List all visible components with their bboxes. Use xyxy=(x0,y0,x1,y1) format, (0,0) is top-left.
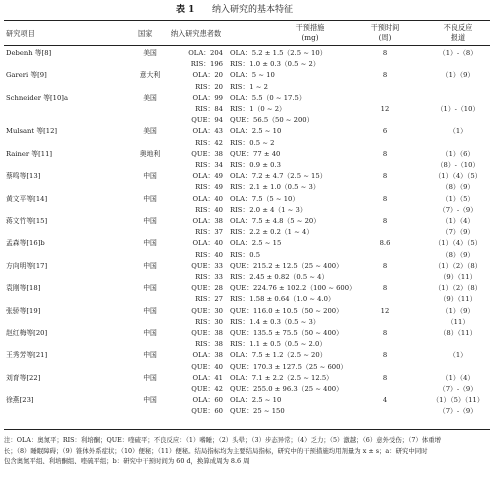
intervention-dose-cell: QUE：56.5（50 ~ 200） xyxy=(230,116,314,125)
study-name-cell: 刘育等[22] xyxy=(6,373,41,382)
table-row xyxy=(0,317,493,328)
table-row xyxy=(0,283,493,294)
duration-weeks-cell: 8 xyxy=(382,284,388,293)
intervention-dose-cell: RIS：1（0 ~ 2） xyxy=(230,105,286,113)
intervention-dose-cell: OLA：2.5 ~ 10 xyxy=(230,396,282,405)
table-number: 表 1 xyxy=(176,5,195,15)
sample-size-cell: OLA：38 xyxy=(192,217,223,225)
sample-size-cell: RIS：33 xyxy=(195,273,223,281)
top-rule xyxy=(4,20,490,21)
header-adverse-events-line2: 报道 xyxy=(450,33,466,42)
table-row xyxy=(0,373,493,384)
bottom-rule xyxy=(4,429,490,430)
table-row xyxy=(0,149,493,160)
country-cell: 中国 xyxy=(143,217,157,225)
study-name-cell: Mulsant 等[12] xyxy=(6,127,58,136)
intervention-dose-cell: OLA：5.5（0 ~ 17.5） xyxy=(230,93,306,102)
sample-size-cell: RIS：27 xyxy=(195,295,223,304)
sample-size-cell: RIS：40 xyxy=(195,250,223,259)
table-row xyxy=(0,126,493,137)
table-title: 纳入研究的基本特征 xyxy=(212,5,294,15)
adverse-events-cell: （8）（11） xyxy=(439,329,477,337)
table-row xyxy=(0,261,493,272)
table-row xyxy=(0,115,493,126)
sample-size-cell: RIS：49 xyxy=(195,183,223,192)
study-name-cell: 赵红梅等[20] xyxy=(6,329,48,337)
adverse-events-cell: （7）-（9） xyxy=(438,407,478,416)
sample-size-cell: OLA：49 xyxy=(192,172,223,181)
study-name-cell: 黄文平等[14] xyxy=(6,194,48,203)
adverse-events-cell: （11） xyxy=(446,317,470,326)
table-note xyxy=(4,435,490,467)
country-cell: 中国 xyxy=(143,329,157,337)
study-name-cell: Rainer 等[11] xyxy=(6,149,53,158)
intervention-dose-cell: OLA：5 ~ 10 xyxy=(230,71,275,80)
intervention-dose-cell: RIS：0.5 ~ 2 xyxy=(230,138,275,147)
sample-size-cell: RIS：37 xyxy=(195,228,223,237)
adverse-events-cell: （1）（5） xyxy=(441,194,475,203)
table-row xyxy=(0,93,493,104)
table-row xyxy=(0,294,493,305)
header-country: 国家 xyxy=(138,29,153,38)
table-row xyxy=(0,205,493,216)
header-adverse-events: 不良反应 xyxy=(443,23,473,32)
country-cell: 美国 xyxy=(143,49,157,57)
duration-weeks-cell: 12 xyxy=(380,105,390,113)
note-line: 注：OLA：奥氮平；RIS：利培酮；QUE：喹硫平；不良反应：（1）嗜睡；（2）头晕；（3）步态异常；（4）乏力；（5）激越；（6）意外受伤；（7）体重增 xyxy=(4,436,441,444)
study-name-cell: Gareri 等[9] xyxy=(6,71,47,80)
country-cell: 中国 xyxy=(143,172,157,181)
intervention-dose-cell: RIS：2.45 ± 0.82（0.5 ~ 4） xyxy=(230,273,329,281)
study-name-cell: 蔡鸣等[13] xyxy=(6,172,41,181)
adverse-events-cell: （1）（4）（5） xyxy=(434,239,482,248)
intervention-dose-cell: OLA：7.1 ± 2.2（2.5 ~ 12.5） xyxy=(230,373,333,382)
duration-weeks-cell: 8 xyxy=(382,49,388,57)
adverse-events-cell: （8）-（10） xyxy=(436,161,480,169)
adverse-events-cell: （1）（6） xyxy=(441,149,475,158)
table-row xyxy=(0,227,493,238)
sample-size-cell: QUE：30 xyxy=(191,306,223,315)
country-cell: 中国 xyxy=(143,351,157,360)
table-row xyxy=(0,362,493,373)
study-name-cell: Debenh 等[8] xyxy=(6,49,52,57)
adverse-events-cell: （1）（4） xyxy=(441,373,475,382)
intervention-dose-cell: RIS：1.4 ± 0.3（0.5 ~ 3） xyxy=(230,317,320,326)
table-row xyxy=(0,328,493,339)
country-cell: 中国 xyxy=(143,373,157,382)
intervention-dose-cell: OLA：2.5 ~ 10 xyxy=(230,127,282,136)
intervention-dose-cell: RIS：1.58 ± 0.64（1.0 ~ 4.0） xyxy=(230,295,335,304)
intervention-dose-cell: QUE：135.5 ± 75.5（50 ~ 400） xyxy=(230,329,343,337)
adverse-events-cell: （7）（9） xyxy=(441,228,475,237)
study-name-cell: 王秀芳等[21] xyxy=(6,351,48,360)
study-name-cell: 方向明等[17] xyxy=(6,261,48,270)
adverse-events-cell: （9）（11） xyxy=(439,295,477,304)
adverse-events-cell: （1）（4） xyxy=(441,217,475,225)
sample-size-cell: OLA：60 xyxy=(192,396,223,405)
header-intervention-unit: (mg) xyxy=(301,33,319,42)
sample-size-cell: RIS：40 xyxy=(195,205,223,214)
country-cell: 中国 xyxy=(143,194,157,203)
intervention-dose-cell: RIS：2.1 ± 1.0（0.5 ~ 3） xyxy=(230,183,320,192)
country-cell: 中国 xyxy=(143,239,157,248)
sample-size-cell: OLA：40 xyxy=(192,239,223,248)
duration-weeks-cell: 6 xyxy=(382,127,388,136)
adverse-events-cell: （8）（9） xyxy=(441,250,475,259)
adverse-events-cell: （1）-（10） xyxy=(436,105,480,113)
duration-weeks-cell: 12 xyxy=(380,306,390,315)
header-intervention: 干预措施 xyxy=(295,23,325,32)
table-row xyxy=(0,406,493,417)
adverse-events-cell: （1）-（8） xyxy=(438,49,478,57)
table-row xyxy=(0,138,493,149)
duration-weeks-cell: 8 xyxy=(382,71,388,80)
table-caption xyxy=(0,4,493,16)
intervention-dose-cell: OLA：7.5（5 ~ 10） xyxy=(230,194,300,203)
study-name-cell: Schneider 等[10]a xyxy=(6,93,68,102)
intervention-dose-cell: OLA：5.2 ± 1.5（2.5 ~ 10） xyxy=(230,49,327,57)
intervention-dose-cell: RIS：1.1 ± 0.5（0.5 ~ 2.0） xyxy=(230,340,327,349)
intervention-dose-cell: OLA：7.5 ± 1.2（2.5 ~ 20） xyxy=(230,351,327,360)
table-row xyxy=(0,238,493,249)
sample-size-cell: QUE：40 xyxy=(191,362,223,371)
table-row xyxy=(0,339,493,350)
intervention-dose-cell: RIS：0.5 xyxy=(230,250,261,259)
intervention-dose-cell: QUE：170.3 ± 127.5（25 ~ 600） xyxy=(230,362,348,371)
sample-size-cell: RIS：196 xyxy=(190,60,223,69)
intervention-dose-cell: QUE：25 ~ 150 xyxy=(230,407,285,416)
table-row xyxy=(0,82,493,93)
study-name-cell: 徐燕[23] xyxy=(6,396,34,405)
table-row xyxy=(0,194,493,205)
country-cell: 中国 xyxy=(143,261,157,270)
adverse-events-cell: （1）（5）（11） xyxy=(432,396,484,405)
intervention-dose-cell: RIS：1 ~ 2 xyxy=(230,82,268,91)
duration-weeks-cell: 8 xyxy=(382,351,388,360)
intervention-dose-cell: QUE：77 ± 40 xyxy=(230,149,281,158)
adverse-events-cell: （8）（9） xyxy=(441,183,475,192)
table-row xyxy=(0,182,493,193)
country-cell: 美国 xyxy=(143,93,157,102)
table-row xyxy=(0,350,493,361)
intervention-dose-cell: OLA：7.2 ± 4.7（2.5 ~ 15） xyxy=(230,172,327,181)
sample-size-cell: QUE：33 xyxy=(191,261,223,270)
duration-weeks-cell: 8 xyxy=(382,194,388,203)
sample-size-cell: QUE：28 xyxy=(191,284,223,293)
study-name-cell: 孟森等[16]b xyxy=(6,239,45,248)
duration-weeks-cell: 8 xyxy=(382,329,388,337)
adverse-events-cell: （1） xyxy=(449,127,467,136)
sample-size-cell: OLA：20 xyxy=(192,71,223,80)
header-study: 研究项目 xyxy=(6,29,35,38)
country-cell: 意大利 xyxy=(139,71,161,80)
intervention-dose-cell: RIS：0.9 ± 0.3 xyxy=(230,161,281,169)
country-cell: 奥地利 xyxy=(139,149,161,158)
header-sample-size: 纳入研究患者数 xyxy=(170,29,222,38)
adverse-events-cell: （1）（9） xyxy=(441,306,475,315)
sample-size-cell: RIS：30 xyxy=(195,317,223,326)
duration-weeks-cell: 8 xyxy=(382,261,388,270)
table-row xyxy=(0,59,493,70)
table-row xyxy=(0,171,493,182)
table-row xyxy=(0,306,493,317)
sample-size-cell: QUE：60 xyxy=(191,407,223,416)
sample-size-cell: QUE：38 xyxy=(191,329,223,337)
sample-size-cell: OLA：38 xyxy=(192,351,223,360)
table-row xyxy=(0,250,493,261)
intervention-dose-cell: QUE：224.76 ± 102.2（100 ~ 600） xyxy=(230,284,356,293)
duration-weeks-cell: 8 xyxy=(382,172,388,181)
sample-size-cell: QUE：94 xyxy=(191,116,223,125)
intervention-dose-cell: RIS：1.0 ± 0.3（0.5 ~ 2） xyxy=(230,60,320,69)
adverse-events-cell: （1）（2）（8） xyxy=(434,284,482,293)
sample-size-cell: OLA：204 xyxy=(188,49,223,57)
adverse-events-cell: （1）（4）（5） xyxy=(434,172,482,181)
header-duration-unit: (周) xyxy=(378,33,392,42)
table-row xyxy=(0,70,493,81)
sample-size-cell: RIS：20 xyxy=(195,82,223,91)
sample-size-cell: OLA：99 xyxy=(192,93,223,102)
sample-size-cell: OLA：40 xyxy=(192,194,223,203)
sample-size-cell: QUE：42 xyxy=(191,385,223,393)
adverse-events-cell: （1）（9） xyxy=(441,71,475,80)
header-duration: 干预时间 xyxy=(370,23,400,32)
intervention-dose-cell: QUE：255.0 ± 96.3（25 ~ 400） xyxy=(230,385,343,393)
intervention-dose-cell: RIS：2.2 ± 0.2（1 ~ 4） xyxy=(230,228,314,237)
adverse-events-cell: （9）（11） xyxy=(439,273,477,281)
duration-weeks-cell: 8 xyxy=(382,217,388,225)
sample-size-cell: RIS：34 xyxy=(195,161,223,169)
study-name-cell: 张骄等[19] xyxy=(6,306,41,315)
sample-size-cell: OLA：41 xyxy=(192,373,223,382)
duration-weeks-cell: 8.6 xyxy=(379,239,391,248)
country-cell: 中国 xyxy=(143,396,157,405)
table-row xyxy=(0,384,493,395)
intervention-dose-cell: QUE：215.2 ± 12.5（25 ~ 400） xyxy=(230,261,343,270)
sample-size-cell: RIS：42 xyxy=(195,138,223,147)
study-name-cell: 袁刚等[18] xyxy=(6,284,41,293)
duration-weeks-cell: 4 xyxy=(382,396,388,405)
sample-size-cell: RIS：84 xyxy=(195,105,223,113)
table-row xyxy=(0,216,493,227)
duration-weeks-cell: 8 xyxy=(382,373,388,382)
intervention-dose-cell: OLA：7.5 ± 4.8（5 ~ 20） xyxy=(230,217,321,225)
intervention-dose-cell: OLA：2.5 ~ 15 xyxy=(230,239,282,248)
adverse-events-cell: （7）-（9） xyxy=(438,385,478,393)
country-cell: 中国 xyxy=(143,306,157,315)
adverse-events-cell: （1）（2）（8） xyxy=(434,261,482,270)
sample-size-cell: RIS：38 xyxy=(195,340,223,349)
note-line: 包含奥氮平组、利培酮组、喹硫平组；b：研究中干预时间为 60 d，换算成周为 8.6 周 xyxy=(4,457,250,465)
table-row xyxy=(0,160,493,171)
table-row xyxy=(0,104,493,115)
country-cell: 美国 xyxy=(143,127,157,136)
table-row xyxy=(0,272,493,283)
table-row xyxy=(0,395,493,406)
intervention-dose-cell: RIS：2.0 ± 4（1 ~ 3） xyxy=(230,205,307,214)
header-rule xyxy=(4,45,490,46)
study-name-cell: 蒋文竹等[15] xyxy=(6,217,48,225)
adverse-events-cell: （7）-（9） xyxy=(438,205,478,214)
adverse-events-cell: （1） xyxy=(449,351,467,360)
note-line: 长；（8）睡眠障碍；（9）锥体外系症状；（10）便秘；（11）便秘。结局指标均为主要结局指标，研究中的干预措施均用剂量为 x ± s；a：研究中同时 xyxy=(4,446,428,455)
duration-weeks-cell: 8 xyxy=(382,149,388,158)
sample-size-cell: OLA：43 xyxy=(192,127,223,136)
sample-size-cell: QUE：38 xyxy=(191,149,223,158)
table-row xyxy=(0,48,493,59)
country-cell: 中国 xyxy=(143,284,157,293)
intervention-dose-cell: QUE：116.0 ± 10.5（50 ~ 200） xyxy=(230,306,343,315)
